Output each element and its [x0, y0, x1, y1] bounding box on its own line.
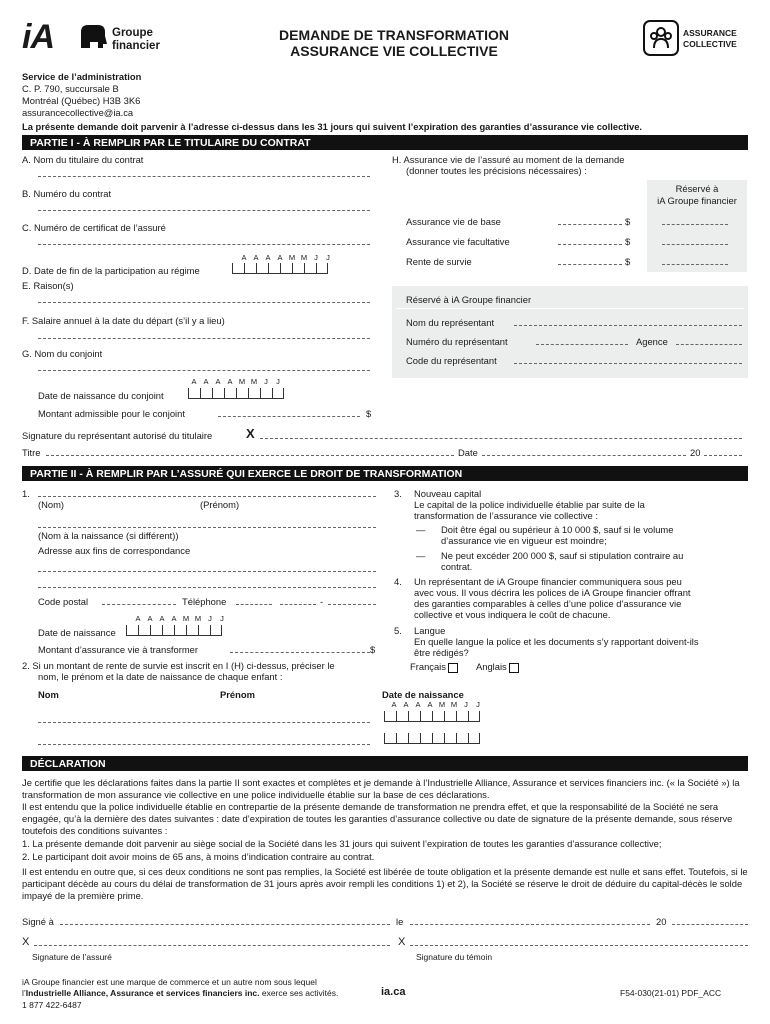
- child1-dob-field[interactable]: [384, 711, 480, 722]
- declaration-p4: 2. Le participant doit avoir moins de 65 ans, à moins d’indication contraire au contrat.: [22, 851, 375, 862]
- postal-code-field[interactable]: [102, 604, 176, 605]
- address-line2-field[interactable]: [38, 587, 376, 588]
- declaration-p1: Je certifie que les déclarations faites dans la partie II sont exactes et complètes et je demande à l’Industrielle Alliance, Assurance et services financiers inc. (« la Société ») la transformation de mon assurance vie collective en une police individuelle établie sur la base de ces déclarations.: [22, 777, 740, 800]
- address-heading: Service de l’administration: [22, 71, 142, 82]
- contract-number-field[interactable]: [38, 210, 370, 211]
- child2-name-field[interactable]: [38, 744, 370, 745]
- witness-signature-field[interactable]: [410, 945, 748, 946]
- elephant-icon: [78, 22, 108, 52]
- child1-name-field[interactable]: [38, 722, 370, 723]
- part1-header: PARTIE I - À REMPLIR PAR LE TITULAIRE DU CONTRAT: [22, 135, 748, 150]
- title-field[interactable]: [46, 455, 454, 456]
- certificate-number-field[interactable]: [38, 244, 370, 245]
- insured-dob-field[interactable]: [126, 625, 222, 636]
- salary-field[interactable]: [38, 338, 370, 339]
- english-checkbox[interactable]: [509, 663, 519, 673]
- reasons-field[interactable]: [38, 302, 370, 303]
- declaration-p3: 1. La présente demande doit parvenir au siège social de la Société dans les 31 jours qui suivent l’expiration de toutes les garanties d’assurance collective;: [22, 838, 662, 849]
- end-date-field[interactable]: [232, 263, 328, 274]
- group-people-icon: [645, 22, 677, 54]
- agency-field[interactable]: [676, 344, 742, 345]
- deadline-notice: La présente demande doit parvenir à l’adresse ci-dessus dans les 31 jours qui suivent l’expiration des garanties d’assurance vie collective.: [22, 121, 643, 132]
- english-option[interactable]: Anglais: [476, 661, 519, 673]
- declaration-p5: Il est entendu en outre que, si ces deux conditions ne sont pas remplies, la Société est libérée de toute obligation et la présente demande est nulle et sans effet. Toutefois, si le participant décède au cours du délai de transformation de 31 jours après avoir rempli les conditions 1) et 2), la Société se réserve le droit de déduire du capital-décès le solde impayé de la première prime.: [22, 866, 748, 901]
- declaration-header: DÉCLARATION: [22, 756, 748, 771]
- rep-name-field[interactable]: [514, 325, 742, 326]
- rep-number-field[interactable]: [536, 344, 628, 345]
- phone-suffix-field[interactable]: [328, 604, 376, 605]
- insured-name-field[interactable]: [38, 496, 376, 497]
- spouse-dob-field[interactable]: [188, 388, 284, 399]
- collective-badge: [643, 20, 679, 56]
- french-option[interactable]: Français: [410, 661, 458, 673]
- signed-at-field[interactable]: [60, 924, 390, 925]
- insured-signature-field[interactable]: [34, 945, 390, 946]
- logo-ia: iA: [22, 18, 54, 56]
- address-line1-field[interactable]: [38, 571, 376, 572]
- child2-dob-field[interactable]: [384, 733, 480, 744]
- page-title: DEMANDE DE TRANSFORMATION ASSURANCE VIE COLLECTIVE: [279, 27, 509, 59]
- holder-date-field[interactable]: [482, 455, 686, 456]
- survivor-amount-field[interactable]: [558, 264, 622, 265]
- contract-holder-field[interactable]: [38, 176, 370, 177]
- signed-date-field[interactable]: [410, 924, 650, 925]
- area-code-field[interactable]: [236, 604, 272, 605]
- logo: iA Groupe financier: [22, 20, 172, 56]
- website-link[interactable]: ia.ca: [381, 986, 406, 998]
- declaration-p2: Il est entendu que la police individuelle établie en contrepartie de la présente demande de transformation ne prendra effet, et que la responsabilité de la Société ne sera engagée, qu’à la dernière des dates suivantes : date d’expiration de toutes les garanties d’assurance collective ou date de signature de la présente demande, sous réserve toutefois des conditions suivantes :: [22, 801, 733, 836]
- optional-amount-field[interactable]: [558, 244, 622, 245]
- spouse-amount-field[interactable]: [218, 416, 360, 417]
- spouse-name-field[interactable]: [38, 370, 370, 371]
- base-amount-field[interactable]: [558, 224, 622, 225]
- holder-year-field[interactable]: [704, 455, 742, 456]
- french-checkbox[interactable]: [448, 663, 458, 673]
- holder-signature-field[interactable]: [260, 438, 742, 439]
- part2-header: PARTIE II - À REMPLIR PAR L’ASSURÉ QUI EXERCE LE DROIT DE TRANSFORMATION: [22, 466, 748, 481]
- birth-name-field[interactable]: [38, 527, 376, 528]
- signed-year-field[interactable]: [672, 924, 748, 925]
- phone-field[interactable]: [280, 604, 316, 605]
- insured-amount-field[interactable]: [230, 652, 370, 653]
- rep-code-field[interactable]: [514, 363, 742, 364]
